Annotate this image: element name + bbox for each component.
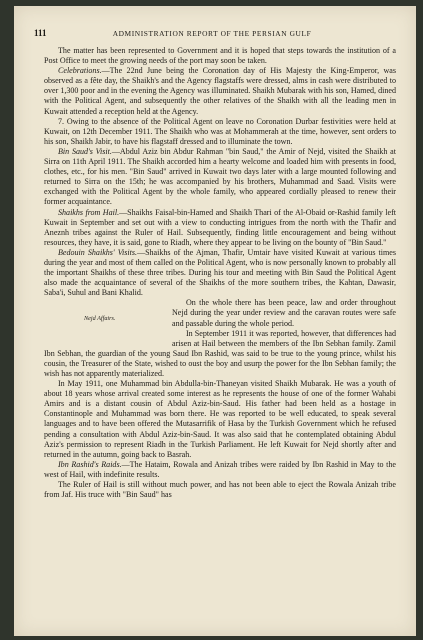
side-note-label: Nejd Affairs. [84,315,116,323]
page-number: 111 [34,28,47,38]
paragraph-text: —Shaikhs Faisal-bin-Hamed and Shaikh Thari of the Al-Obaid or-Rashid family left Kuwait in September and set out with a view to conducting intrigues from the north with the Thafir and Aneznh tribes against the Ruler of Hail. Subsequently, finding little encouragement and being without resources, they have, it is said, gone to Riadh, where they appear to be living on the bounty of "Bin Saud." [44,207,396,247]
paragraph [44,147,396,208]
page-header [34,28,390,40]
paragraph: In May 1911, one Muhammad bin Abdulla-bin-Thaneyan visited Shaikh Mubarak. He was a youth of about 18 years whose arrival created some interest as he represents the house of one of the former Wahabi Amirs and is a distant cousin of Abdul Aziz-bin-Saud. His father had been held as a hostage in Constantinople and Muhammad was born there. He was reported to be well educated, to speak several languages and to have been offered the Mutasarrifik of Hasa by the Turkish Government which he refused pending a consultation with Abdul Aziz-bin-Saud. It was also said that he contemplated obtaining Abdul Aziz's permission to represent Riadh in the Turkish Parliament. He left Kuwait for Nejd shortly after and returned in the autumn, going back to Basrah. [44,379,396,459]
paragraph-text: —The Hataim, Rowala and Anizah tribes were raided by Ibn Rashid in May to the west of Hail, with indefinite results. [44,459,396,479]
paragraph-text: —The 22nd June being the Coronation day of His Majesty the King-Emperor, was observed as a fête day, the Shaikh's and the Agency flagstaffs were dressed, alms in cash were distributed to over 1,300 poor and in the evening the Agency was illuminated. Shaikh Mubarak with his son, Hamed, dined with the Political Agent, and subsequently the other relatives of the Shaikh with all the leading men in Kuwait attended a reception held at the Agency. [44,66,396,116]
paragraph-heading: Shaikhs from Hail. [58,207,120,217]
paragraph-heading: Celebrations. [58,66,102,76]
paragraph: 7. Owing to the absence of the Political Agent on leave no Coronation Durbar festivities were held at Kuwait, on 12th December 1911. The Shaikh who was at Mohammerah at the time, however, sent orders to his son, Shaikh Jabir, to have his flagstaff dressed and to illuminate the town. [44,116,396,146]
paragraph-text: —Shaikhs of the Ajman, Thafir, Umtair have visited Kuwait at various times during the year and most of them called on the Political Agent, who is now personally known to probably all the important Shaikhs of these three tribes. During his tour and meeting with Bin Saud the Political Agent also made the acquaintance of several of the Shaikhs of the more southern tribes, the Kahtan, Dawasir, Saba'i, Suhul and Bani Khalid. [44,247,396,298]
paragraph: The Ruler of Hail is still without much power, and has not been able to eject the Rowala Anizah tribe from Jaf. His truce with "Bin Saud" has [44,480,396,500]
paragraph: On the whole there has been peace, law and order throughout Nejd during the year under review and the caravan routes were safe and passable during the whole period. [172,298,396,328]
paragraph-heading: Ibn Rashid's Raids. [58,459,122,469]
running-title: ADMINISTRATION REPORT OF THE PERSIAN GULF [112,29,312,38]
float-block [44,298,396,328]
paragraph [44,460,396,480]
document-page [14,6,416,636]
document-body [44,46,396,500]
paragraph: In September 1911 it was reported, however, that differences had arisen at Hail between the members of the Ibn Sebhan family. Zamil Ibn Sebhan, the guardian of the young Saud Ibn Rashid, was said to be true to the young prince, whilst his cousin, the Treasurer of the State, wished to oust the boy and usurp the power for the Ibn Sebhan family; the wish has not apparently materialized. [44,328,396,378]
paragraph [44,66,396,116]
side-note [44,298,172,342]
paragraph [44,248,396,298]
paragraph-heading: Bedouin Shaikhs' Visits. [58,247,138,257]
paragraph-heading: Bin Saud's Visit. [58,146,112,156]
paragraph: The matter has been represented to Government and it is hoped that steps towards the institution of a Post Office to meet the growing needs of the port may soon be taken. [44,46,396,66]
paragraph-text: —Abdul Aziz bin Abdur Rahman "bin Saud," the Amir of Nejd, visited the Shaikh at Sirra on 11th April 1911. The Shaikh accorded him a hearty welcome and loaded him with presents in food, clothes, etc., for his men. "Bin Saud" arrived in Kuwait two days later with a large mounted following and returned to Sirra on the 15th; he was accompanied by his brothers, Muhammad and Saad. Visits were exchanged with the Political Agent by the whole family, who appeared cordially pleased to renew their former acquaintance. [44,146,396,207]
paragraph [44,208,396,248]
